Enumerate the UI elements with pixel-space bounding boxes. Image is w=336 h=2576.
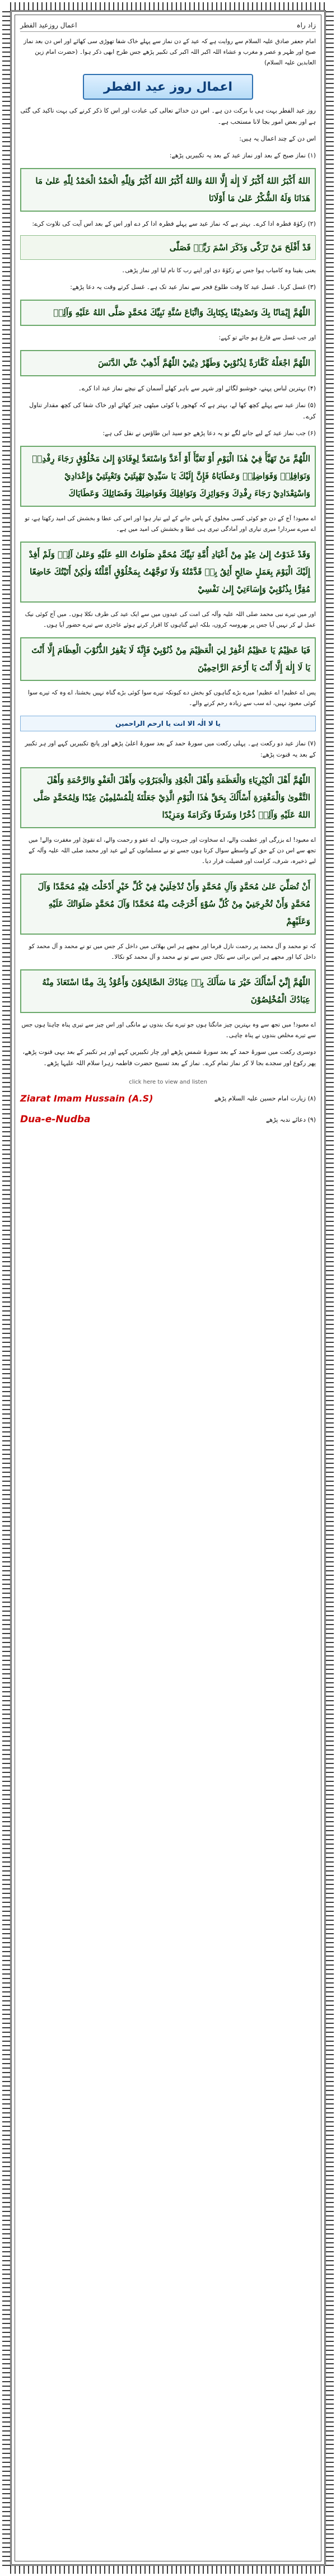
item-7-second-rakat: دوسری رکعت میں سورۂ حمد کے بعد سورۂ شمس پڑھے اور چار تکبیریں کہے اور ہر تکبیر کے بعد یہی قنوت پڑھے، پھر رکوع اور سجدے بجا لا کر نماز تمام کرے۔ نماز کے بعد تسبیح حضرت فاطمہ زہرا سلام اللہ علیہا پڑھے۔ xyxy=(22,1048,316,1067)
page-title: اعمال روز عید الفطر xyxy=(103,80,233,94)
qunoot-part-3: اللّٰهُمَّ إِنِّيْ أَسْأَلُكَ خَيْرَ مَا سَأَلَكَ بِهٖ عِبَادُكَ الصَّالِحُوْنَ وَأَعُوْذُ بِكَ مِمَّا اسْتَعَاذَ مِنْهُ عِبَادُكَ الْمُخْلِصُوْنَ xyxy=(20,969,316,1013)
ziarat-row xyxy=(20,1091,316,1106)
page-header xyxy=(20,19,316,32)
item-7: (۷) نماز عید دو رکعت ہے۔ پہلی رکعت میں سورۂ حمد کے بعد سورۂ اعلیٰ پڑھے اور پانچ تکبیریں کہے اور ہر تکبیر کے بعد یہ قنوت پڑھے: xyxy=(25,740,316,758)
long-dua-part-2: وَقَدْ غَدَوْتُ إِلىٰ عِيْدٍ مِنْ أَعْيَادِ أُمَّةِ نَبِيِّكَ مُحَمَّدٍ صَلَوَاتُ اللهِ عَلَيْهِ وَعَلىٰ آلِهٖ وَلَمْ أَفِدْ إِلَيْكَ الْيَوْمَ بِعَمَلٍ صَالِحٍ أَثِقُ بِهٖ قَدَّمْتُهٗ وَلَا تَوَجَّهْتُ بِمَخْلُوْقٍ أَمَّلْتُهٗ وَلٰكِنْ أَتَيْتُكَ خَاضِعًا مُقِرًّا بِذُنُوْبِيْ وَإِسَاءَتِيْ إِلىٰ نَفْسِيْ xyxy=(20,542,316,603)
qunoot-part-2: أَنْ تُصَلِّيَ عَلىٰ مُحَمَّدٍ وَآلِ مُحَمَّدٍ وَأَنْ تُدْخِلَنِيْ فِيْ كُلِّ خَيْرٍ أَدْخَلْتَ فِيْهِ مُحَمَّدًا وَآلَ مُحَمَّدٍ وَأَنْ تُخْرِجَنِيْ مِنْ كُلِّ سُوْءٍ أَخْرَجْتَ مِنْهُ مُحَمَّدًا وَآلَ مُحَمَّدٍ صَلَوَاتُكَ عَلَيْهِ وَعَلَيْهِمْ xyxy=(20,874,316,935)
long-dua-translation-2: اور میں تیرے نبی محمد صلی اللہ علیہ وآلہ کی امت کی عیدوں میں سے ایک عید کی طرف نکلا ہوں۔ میں آج کوئی نیک عمل لے کر نہیں آیا جس پر بھروسہ کروں، بلکہ اپنے گناہوں کا اقرار کرتے ہوئے عاجزی سے تیرے حضور آیا ہوں۔ xyxy=(25,611,316,628)
opening-text: روز عید الفطر بہت ہی با برکت دن ہے۔ اس دن خدائے تعالی کی عبادت اور اس کا ذکر کرنے کی بہت تاکید کی گئی ہے اور بعض امور بجا لانا مستحب ہے۔ xyxy=(20,107,316,125)
border-ornament-right xyxy=(326,10,334,2566)
long-dua-translation-1: اے معبود! آج کے دن جو کوئی کسی مخلوق کے پاس جانے کے لیے تیار ہوا اور اس کی عطا و بخشش کی امید رکھتا ہے، تو اے میرے سردار! میری تیاری اور آمادگی تیری ہی عطا و بخشش کی امید میں ہے۔ xyxy=(25,515,316,533)
ghusl-dua: اللّٰهُمَّ إِيْمَانًا بِكَ وَتَصْدِيْقًا بِكِتَابِكَ وَاتِّبَاعَ سُنَّةِ نَبِيِّكَ مُحَمَّدٍ صَلَّى اللهُ عَلَيْهِ وَآلِهٖ xyxy=(20,300,316,326)
qunoot-part-1: اللّٰهُمَّ أَهْلَ الْكِبْرِيَاءِ وَالْعَظَمَةِ وَأَهْلَ الْجُوْدِ وَالْجَبَرُوْتِ وَأَهْلَ الْعَفْوِ وَالرَّحْمَةِ وَأَهْلَ التَّقْوىٰ وَالْمَغْفِرَةِ أَسْأَلُكَ بِحَقِّ هٰذَا الْيَوْمِ الَّذِيْ جَعَلْتَهٗ لِلْمُسْلِمِيْنَ عِيْدًا وَلِمُحَمَّدٍ صَلَّى اللهُ عَلَيْهِ وَآلِهٖ ذُخْرًا وَشَرَفًا وَكَرَامَةً وَمَزِيْدًا xyxy=(20,767,316,828)
item-2: (۲) زکوٰۃ فطرہ ادا کرے۔ بہتر ہے کہ نماز عید سے پہلے فطرہ ادا کر دے اور اس کے بعد اس آیت کی تلاوت کرے: xyxy=(32,220,316,227)
quran-verse: قَدْ أَفْلَحَ مَنْ تَزَكّٰى وَذَكَرَ اسْمَ رَبِّهٖ فَصَلّٰى xyxy=(20,235,316,260)
ziarat-link-text: Ziarat Imam Hussain xyxy=(20,1093,125,1104)
item-2-translation: یعنی یقینا وہ کامیاب ہوا جس نے زکوٰۃ دی اور اپنے رب کا نام لیا اور نماز پڑھی۔ xyxy=(122,267,316,274)
long-dua-translation-3: پس اے عظیم! اے عظیم! میرے بڑے گناہوں کو بخش دے کیونکہ تیرے سوا کوئی بڑے گناہ نہیں بخشتا، اے وہ کہ تیرے سوا کوئی معبود نہیں، اے سب سے زیادہ رحم کرنے والے۔ xyxy=(27,689,316,707)
border-ornament-bottom xyxy=(10,2566,326,2574)
title-banner xyxy=(83,74,253,100)
header-right-title: زاد راہ xyxy=(296,21,316,29)
qunoot-translation-1: اے معبود! اے بزرگی اور عظمت والے، اے سخاوت اور جبروت والے، اے عفو و رحمت والے، اے تقویٰ اور مغفرت والے! میں تجھ سے اس دن کے حق کے واسطے سوال کرتا ہوں جسے تو نے مسلمانوں کے لیے عید اور محمد صلی اللہ علیہ وآلہ کے لیے ذخیرہ، شرف، کرامت اور فضیلت قرار دیا۔ xyxy=(28,837,316,865)
item-6: (۶) جب نماز عید کے لیے جانے لگے تو یہ دعا پڑھے جو سید ابن طاؤس نے نقل کی ہے: xyxy=(102,430,316,437)
item-5: (۵) نماز عید سے پہلے کچھ کھا لے، بہتر ہے کہ کھجور یا کوئی میٹھی چیز کھائے اور خاک شفا کی کچھ مقدار تناول کرے۔ xyxy=(29,402,316,420)
qunoot-translation-2: کہ تو محمد و آل محمد پر رحمت نازل فرما اور مجھے ہر اس بھلائی میں داخل کر جس میں تو نے محمد و آل محمد کو داخل کیا اور مجھے ہر اس برائی سے نکال جس سے تو نے محمد و آل محمد کو نکالا۔ xyxy=(29,943,316,960)
closing-line: یا لا الٰہ الا انت یا ارحم الراحمین xyxy=(20,716,316,731)
content xyxy=(20,19,316,1130)
item-4: (۴) بہترین لباس پہنے، خوشبو لگائے اور شہر سے باہر کھلے آسمان کے نیچے نماز عید ادا کرے۔ xyxy=(78,385,316,392)
border-ornament-left xyxy=(2,10,10,2566)
border-ornament-top xyxy=(10,2,326,10)
ziarat-link-suffix: (A.S) xyxy=(128,1093,153,1104)
header-left-title: اعمال روزعید الفطر xyxy=(20,21,77,29)
opening-text-2: اس دن کے چند اعمال یہ ہیں: xyxy=(239,135,316,142)
long-dua-part-1: اللّٰهُمَّ مَنْ تَهَيَّأَ فِيْ هٰذَا الْيَوْمِ أَوْ تَعَبَّأَ أَوْ أَعَدَّ وَاسْتَعَدَّ لِوِفَادَةٍ إِلىٰ مَخْلُوْقٍ رَجَاءَ رِفْدِهٖ وَنَوَافِلِهٖ وَفَوَاضِلِهٖ وَعَطَايَاهُ فَإِنَّ إِلَيْكَ يَا سَيِّدِيْ تَهْيِئَتِيْ وَتَعْبِئَتِيْ وَإِعْدَادِيْ وَاسْتِعْدَادِيْ رَجَاءَ رِفْدِكَ وَجَوَائِزِكَ وَنَوَافِلِكَ وَفَوَاضِلِكَ وَفَضَائِلِكَ وَعَطَايَاكَ xyxy=(20,446,316,507)
item-1: (۱) نماز صبح کے بعد اور نماز عید کے بعد یہ تکبیریں پڑھے: xyxy=(169,152,316,159)
nudba-link[interactable]: Dua-e-Nudba xyxy=(20,1114,91,1125)
long-dua-part-3: فَيَا عَظِيْمُ يَا عَظِيْمُ اغْفِرْ لِيَ الْعَظِيْمَ مِنْ ذُنُوْبِيْ فَإِنَّهٗ لَا يَغْفِرُ الذُّنُوْبَ الْعِظَامَ إِلَّا أَنْتَ يَا لَا إِلٰهَ إِلَّا أَنْتَ يَا أَرْحَمَ الرَّاحِمِيْنَ xyxy=(20,637,316,681)
intro-text: امام جعفر صادق علیہ السلام سے روایت ہے کہ عید کے دن نماز سے پہلے خاک شفا تھوڑی سی کھائے اور اس دن بعد نماز صبح اور ظہر و عصر و مغرب و عشاء اللہ اکبر اللہ اکبر کی تکبیر پڑھے جس طرح ابھی ذکر ہوا۔ (حضرت امام زین العابدین علیہ السلام) xyxy=(24,38,316,66)
nudba-row xyxy=(20,1112,316,1127)
footer-links xyxy=(20,1079,316,1127)
nudba-urdu-label: (۹) دعائے ندبہ پڑھے xyxy=(265,1116,316,1123)
ziarat-link[interactable] xyxy=(20,1093,153,1104)
item-3-after: اور جب غسل سے فارغ ہو جائے تو کہے: xyxy=(218,334,316,341)
after-ghusl-dua: اللّٰهُمَّ اجْعَلْهُ كَفَّارَةً لِذُنُوْبِيْ وَطَهِّرْ دِيْنِيْ اللّٰهُمَّ أَذْهِبْ عَنِّي الدَّنَسَ xyxy=(20,350,316,376)
qunoot-translation-3: اے معبود! میں تجھ سے وہ بہترین چیز مانگتا ہوں جو تیرے نیک بندوں نے مانگی اور اس چیز سے تیری پناہ چاہتا ہوں جس سے تیرے مخلص بندوں نے پناہ چاہی۔ xyxy=(21,1021,316,1039)
takbir-arabic: اللهُ أَكْبَرُ اللهُ أَكْبَرُ لَا إِلٰهَ إِلَّا اللهُ وَاللهُ أَكْبَرُ اللهُ أَكْبَرُ وَلِلّٰهِ الْحَمْدُ الْحَمْدُ لِلّٰهِ عَلىٰ مَا هَدَانَا وَلَهُ الشُّكْرُ عَلىٰ مَا أَوْلَانَا xyxy=(20,168,316,212)
item-3: (۳) غسل کرنا۔ غسل عید کا وقت طلوع فجر سے نماز عید تک ہے۔ غسل کرتے وقت یہ دعا پڑھے: xyxy=(70,283,316,291)
ziarat-urdu-label: (۸) زیارت امام حسین علیہ السلام پڑھے xyxy=(214,1095,316,1102)
click-hint: click here to view and listen xyxy=(129,1079,207,1085)
